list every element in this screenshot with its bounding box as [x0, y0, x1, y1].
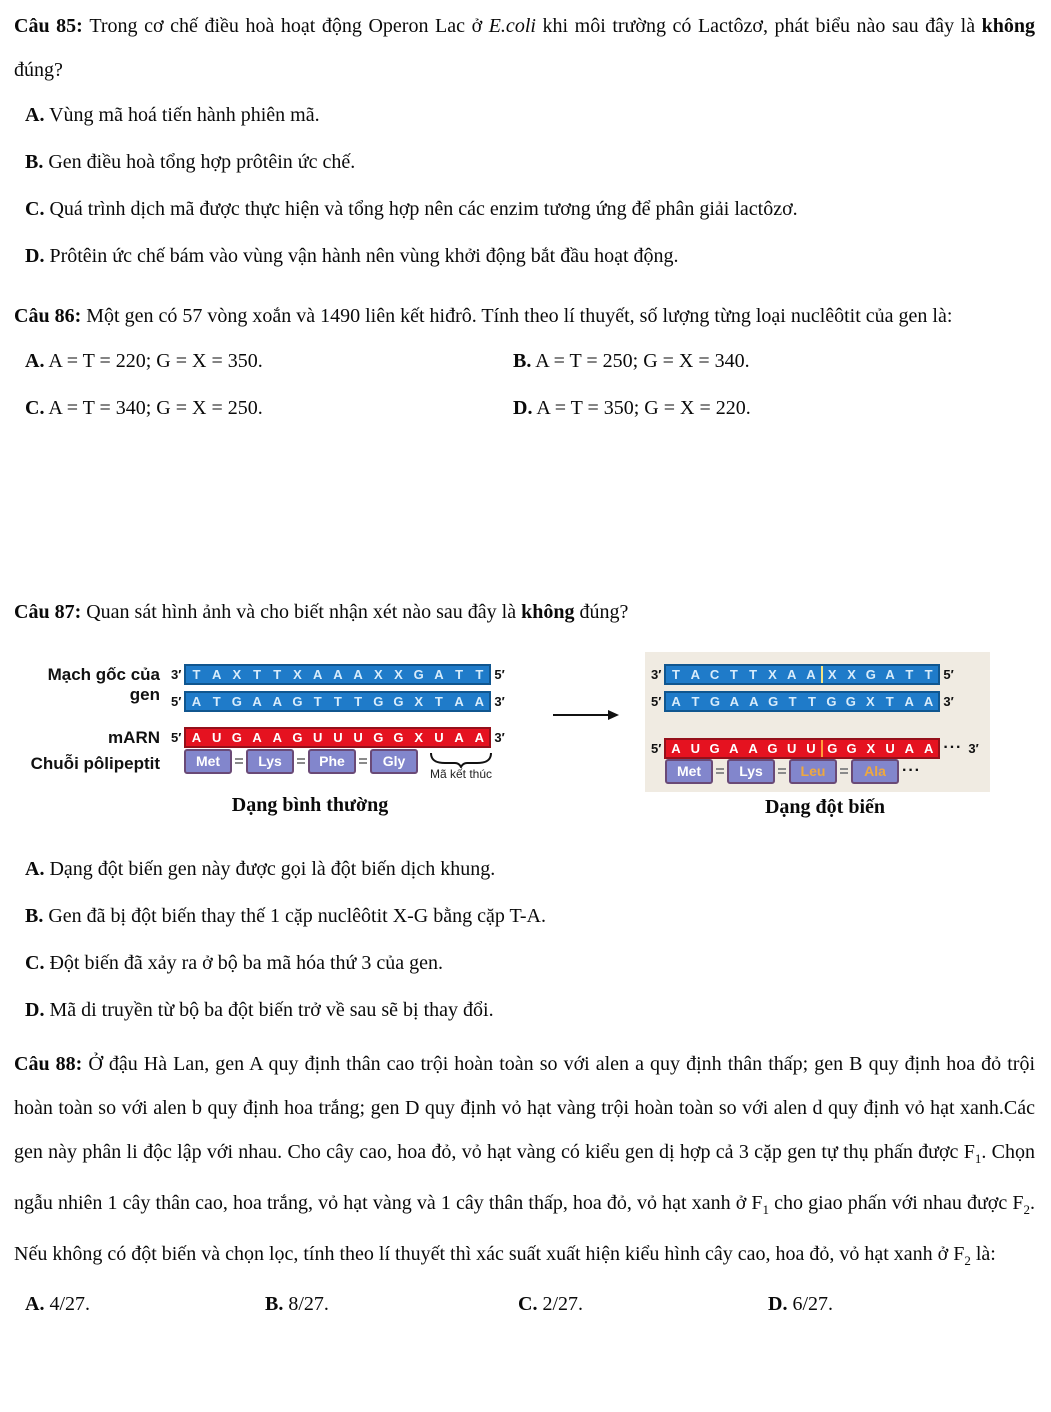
- normal-mrna-strand: [168, 726, 508, 748]
- blank-space: [14, 432, 1035, 590]
- stop-codon-brace-icon: [429, 752, 493, 768]
- text-run: 1: [762, 1202, 770, 1217]
- nucleotide-cell: A: [272, 693, 282, 709]
- nucleotide-cell: A: [191, 693, 202, 709]
- strand-end-label: 5′: [494, 666, 505, 682]
- nucleotide-cell: A: [885, 666, 895, 682]
- text-run: Vùng mã hoá tiến hành phiên mã.: [44, 104, 320, 126]
- question-87-stem: [14, 590, 1035, 634]
- nucleotide-cell: T: [313, 693, 322, 709]
- nucleotide-cell: T: [354, 693, 363, 709]
- nucleotide-cell: T: [788, 693, 797, 709]
- text-run: A.: [25, 858, 45, 880]
- nucleotide-cell: T: [192, 666, 201, 682]
- nucleotide-cell: G: [292, 693, 303, 709]
- nucleotide-cell: A: [333, 666, 343, 682]
- nucleotide-cell: G: [846, 740, 857, 756]
- nucleotide-cell: G: [373, 729, 384, 745]
- question-87-options: [14, 846, 1035, 1034]
- text-run: Gen đã bị đột biến thay thế 1 cặp nuclêôtit X-G bằng cặp T-A.: [43, 905, 546, 927]
- text-run: C.: [25, 198, 45, 220]
- dna-bar: [184, 691, 491, 712]
- option-88-c: [518, 1283, 768, 1325]
- nucleotide-cell: A: [474, 693, 484, 709]
- text-run: Câu 87:: [14, 601, 87, 623]
- option-85-d: [25, 233, 1035, 280]
- nucleotide-cell: G: [826, 693, 837, 709]
- nucleotide-cell: X: [232, 666, 242, 682]
- nucleotide-cell: G: [767, 740, 778, 756]
- strand-end-label: 3′: [494, 729, 505, 745]
- amino-acid-box: Ala: [851, 759, 899, 784]
- nucleotide-cell: G: [292, 729, 303, 745]
- nucleotide-cell: T: [691, 693, 700, 709]
- nucleotide-cell: G: [821, 740, 842, 757]
- amino-acid-box: Met: [665, 759, 713, 784]
- mutant-polypeptide-chain: [665, 760, 924, 782]
- nucleotide-cell: A: [434, 666, 444, 682]
- text-run: C.: [518, 1293, 538, 1315]
- normal-template-strand: [168, 663, 508, 685]
- nucleotide-cell: U: [312, 729, 323, 745]
- text-run: cho giao phấn với nhau được F: [769, 1192, 1024, 1214]
- mutation-arrow-icon: [553, 714, 617, 716]
- dna-bar: [184, 664, 491, 685]
- nucleotide-cell: A: [454, 729, 464, 745]
- nucleotide-cell: A: [786, 666, 797, 682]
- nucleotide-cell: X: [293, 666, 302, 682]
- text-run: đúng?: [14, 59, 63, 81]
- option-88-d: [768, 1283, 833, 1325]
- nucleotide-cell: A: [904, 693, 914, 709]
- nucleotide-cell: X: [865, 693, 875, 709]
- option-86-b: [513, 338, 1035, 385]
- nucleotide-cell: G: [768, 693, 779, 709]
- nucleotide-cell: A: [806, 666, 816, 682]
- text-run: Gen điều hoà tổng hợp prôtêin ức chế.: [43, 151, 356, 173]
- question-88-options: [25, 1283, 1035, 1325]
- mutant-mrna-strand: [648, 737, 982, 759]
- amino-acid-box: Phe: [308, 749, 356, 774]
- template-strand-label: Mạch gốc của gen: [47, 665, 160, 704]
- option-85-c: [25, 186, 1035, 233]
- text-run: A = T = 350; G = X = 220.: [532, 397, 751, 419]
- text-run: Prôtêin ức chế bám vào vùng vận hành nên vùng khởi động bắt đầu hoạt động.: [44, 245, 679, 267]
- nucleotide-cell: T: [253, 666, 262, 682]
- nucleotide-cell: U: [333, 729, 343, 745]
- nucleotide-cell: A: [923, 740, 934, 756]
- nucleotide-cell: A: [474, 729, 484, 745]
- peptide-bond-icon: [294, 758, 308, 764]
- text-run: C.: [25, 397, 45, 419]
- text-run: B.: [25, 905, 44, 927]
- nucleotide-cell: X: [847, 666, 856, 682]
- text-run: 4/27.: [44, 1293, 91, 1315]
- nucleotide-cell: T: [672, 666, 680, 682]
- polypeptide-label: Chuỗi pôlipeptit: [30, 754, 160, 773]
- option-86-d: [513, 385, 1035, 432]
- text-run: Câu 85:: [14, 15, 90, 37]
- question-85: [14, 4, 1035, 280]
- nucleotide-cell: U: [690, 740, 700, 756]
- nucleotide-cell: X: [414, 693, 424, 709]
- text-run: 8/27.: [283, 1293, 329, 1315]
- text-run: Mã di truyền từ bộ ba đột biến trở về sau sẽ bị thay đổi.: [44, 999, 494, 1021]
- nucleotide-cell: X: [414, 729, 424, 745]
- mrna-label: mARN: [108, 728, 160, 747]
- nucleotide-cell: A: [252, 693, 262, 709]
- nucleotide-cell: T: [905, 666, 914, 682]
- question-86-stem: [14, 294, 1035, 338]
- strand-end-label: 3′: [968, 740, 979, 756]
- nucleotide-cell: U: [434, 729, 444, 745]
- mutant-template-strand: [648, 663, 957, 685]
- nucleotide-cell: X: [394, 666, 403, 682]
- text-run: Trong cơ chế điều hoà hoạt động Operon Lac ở: [89, 15, 489, 37]
- option-87-b: [25, 893, 1035, 940]
- question-86: [14, 294, 1035, 432]
- text-run: D.: [25, 999, 45, 1021]
- mutant-coding-strand: [648, 690, 957, 712]
- text-run: là:: [970, 1243, 996, 1265]
- nucleotide-cell: G: [373, 693, 384, 709]
- text-run: B.: [265, 1293, 284, 1315]
- nucleotide-cell: A: [671, 693, 681, 709]
- text-run: D.: [25, 245, 45, 267]
- text-run: Đột biến đã xảy ra ở bộ ba mã hóa thứ 3 của gen.: [44, 952, 443, 974]
- nucleotide-cell: U: [353, 729, 363, 745]
- nucleotide-cell: T: [808, 693, 816, 709]
- nucleotide-cell: A: [211, 666, 222, 682]
- text-run: đúng?: [574, 601, 629, 623]
- nucleotide-cell: A: [690, 666, 700, 682]
- nucleotide-cell: U: [806, 740, 816, 756]
- nucleotide-cell: A: [749, 693, 759, 709]
- text-run: Một gen có 57 vòng xoắn và 1490 liên kết hiđrô. Tính theo lí thuyết, số lượng từng loại nuclêôtit của gen là:: [86, 305, 953, 327]
- strand-end-label: 3′: [943, 693, 954, 709]
- strand-end-label: 5′: [171, 729, 182, 745]
- text-run: B.: [25, 151, 44, 173]
- nucleotide-cell: G: [231, 693, 242, 709]
- nucleotide-cell: G: [393, 693, 404, 709]
- strand-end-label: 5′: [171, 693, 182, 709]
- text-run: B.: [513, 350, 532, 372]
- normal-form-caption: Dạng bình thường: [231, 794, 389, 816]
- stop-codon-label: Mã kết thúc: [430, 767, 493, 781]
- mrna-bar: [664, 738, 940, 759]
- nucleotide-cell: G: [709, 740, 720, 756]
- nucleotide-cell: G: [231, 729, 242, 745]
- text-run: A.: [25, 1293, 45, 1315]
- text-run: 1: [974, 1151, 982, 1166]
- question-88: [14, 1042, 1035, 1325]
- dna-bar: [664, 664, 940, 685]
- nucleotide-cell: G: [865, 666, 876, 682]
- text-run: khi môi trường có Lactôzơ, phát biểu nào sau đây là: [535, 15, 982, 37]
- nucleotide-cell: A: [671, 740, 681, 756]
- text-run: C.: [25, 952, 45, 974]
- text-run: Câu 88:: [14, 1053, 89, 1075]
- strand-end-label: 5′: [651, 693, 662, 709]
- nucleotide-cell: T: [455, 666, 464, 682]
- nucleotide-cell: T: [475, 666, 484, 682]
- text-run: 2/27.: [537, 1293, 584, 1315]
- text-run: A.: [25, 350, 45, 372]
- nucleotide-cell: X: [866, 740, 876, 756]
- text-run: A.: [25, 104, 45, 126]
- nucleotide-cell: T: [749, 666, 758, 682]
- option-86-a: [25, 338, 513, 385]
- amino-acid-box: Gly: [370, 749, 418, 774]
- option-85-a: [25, 92, 1035, 139]
- nucleotide-cell: U: [211, 729, 222, 745]
- mrna-bar: [184, 727, 491, 748]
- peptide-bond-icon: [356, 758, 370, 764]
- text-run: D.: [513, 397, 533, 419]
- text-run: Dạng đột biến gen này được gọi là đột biến dịch khung.: [44, 858, 496, 880]
- dna-bar: [664, 691, 940, 712]
- nucleotide-cell: A: [272, 729, 282, 745]
- amino-acid-box: Met: [184, 749, 232, 774]
- strand-end-label: 3′: [494, 693, 505, 709]
- amino-acid-box: Leu: [789, 759, 837, 784]
- peptide-bond-icon: [713, 768, 727, 774]
- text-run: A = T = 250; G = X = 340.: [531, 350, 750, 372]
- nucleotide-cell: A: [252, 729, 262, 745]
- option-88-a: [25, 1283, 265, 1325]
- option-85-b: [25, 139, 1035, 186]
- nucleotide-cell: A: [904, 740, 915, 756]
- nucleotide-cell: X: [768, 666, 777, 682]
- text-run: A = T = 220; G = X = 350.: [44, 350, 263, 372]
- peptide-bond-icon: [837, 768, 851, 774]
- nucleotide-cell: A: [312, 666, 323, 682]
- text-run: Quá trình dịch mã được thực hiện và tổng hợp nên các enzim tương ứng để phân giải lactôzơ.: [44, 198, 798, 220]
- peptide-bond-icon: [775, 768, 789, 774]
- nucleotide-cell: A: [729, 693, 740, 709]
- option-87-c: [25, 940, 1035, 987]
- text-run: 2: [1023, 1202, 1030, 1217]
- nucleotide-cell: T: [333, 693, 342, 709]
- question-86-options: [25, 338, 1035, 432]
- amino-acid-box: Lys: [246, 749, 294, 774]
- text-run: D.: [768, 1293, 788, 1315]
- strand-end-label: 3′: [651, 666, 662, 682]
- nucleotide-cell: C: [709, 666, 720, 682]
- option-87-d: [25, 987, 1035, 1034]
- question-85-stem: [14, 4, 1035, 92]
- nucleotide-cell: G: [393, 729, 404, 745]
- strand-end-label: 5′: [943, 666, 954, 682]
- question-85-options: [14, 92, 1035, 280]
- amino-acid-box: Lys: [727, 759, 775, 784]
- strand-end-label: 5′: [651, 740, 662, 756]
- nucleotide-cell: T: [212, 693, 221, 709]
- nucleotide-cell: X: [373, 666, 383, 682]
- continuation-ellipsis: ···: [902, 762, 921, 779]
- nucleotide-cell: A: [729, 740, 739, 756]
- option-87-a: [25, 846, 1035, 893]
- nucleotide-cell: U: [786, 740, 797, 756]
- nucleotide-cell: T: [729, 666, 738, 682]
- nucleotide-cell: G: [845, 693, 856, 709]
- option-88-b: [265, 1283, 518, 1325]
- nucleotide-cell: A: [923, 693, 934, 709]
- nucleotide-cell: T: [434, 693, 443, 709]
- gene-mutation-diagram: [0, 648, 1051, 844]
- text-run: không: [521, 601, 575, 623]
- text-run: Ở đậu Hà Lan, gen A quy định thân cao trội hoàn toàn so với alen a quy định thân thấp; gen B quy định hoa đỏ trội hoàn toàn so với alen b quy định hoa trắng; gen D quy định vỏ hạt vàng trội hoàn toàn so với alen d quy định vỏ hạt xanh.Các gen này phân li độc lập với nhau. Cho cây cao, hoa đỏ, vỏ hạt vàng có kiểu gen dị hợp cả 3 cặp gen tự thụ phấn được F: [14, 1053, 1035, 1163]
- text-run: . Nếu không có đột biến và chọn lọc, tính theo lí thuyết thì xác suất xuất hiện kiểu hình cây cao, hoa đỏ, vỏ hạt xanh ở F: [14, 1192, 1035, 1265]
- strand-end-label: 3′: [171, 666, 182, 682]
- text-run: 2: [964, 1253, 971, 1268]
- continuation-ellipsis: ···: [943, 739, 963, 756]
- text-run: Quan sát hình ảnh và cho biết nhận xét nào sau đây là: [86, 601, 522, 623]
- option-86-c: [25, 385, 513, 432]
- nucleotide-cell: T: [924, 666, 933, 682]
- nucleotide-cell: A: [191, 729, 202, 745]
- nucleotide-cell: A: [454, 693, 464, 709]
- nucleotide-cell: X: [821, 666, 842, 683]
- text-run: 6/27.: [787, 1293, 834, 1315]
- text-run: . Chọn ngẫu nhiên 1 cây thân cao, hoa trắng, vỏ hạt vàng và 1 cây thân thấp, hoa đỏ, vỏ hạt xanh ở F: [14, 1141, 1035, 1214]
- nucleotide-cell: G: [709, 693, 720, 709]
- nucleotide-cell: T: [273, 666, 282, 682]
- normal-polypeptide-chain: [184, 750, 418, 772]
- nucleotide-cell: A: [353, 666, 363, 682]
- question-87: [14, 590, 1035, 1034]
- text-run: không: [981, 15, 1036, 37]
- mutant-form-caption: Dạng đột biến: [764, 796, 886, 818]
- nucleotide-cell: U: [885, 740, 895, 756]
- text-run: A = T = 340; G = X = 250.: [44, 397, 263, 419]
- question-88-stem: [14, 1042, 1035, 1283]
- normal-coding-strand: [168, 690, 508, 712]
- text-run: Câu 86:: [14, 305, 87, 327]
- nucleotide-cell: T: [885, 693, 894, 709]
- nucleotide-cell: G: [413, 666, 424, 682]
- peptide-bond-icon: [232, 758, 246, 764]
- text-run: E.coli: [488, 15, 536, 37]
- nucleotide-cell: A: [748, 740, 758, 756]
